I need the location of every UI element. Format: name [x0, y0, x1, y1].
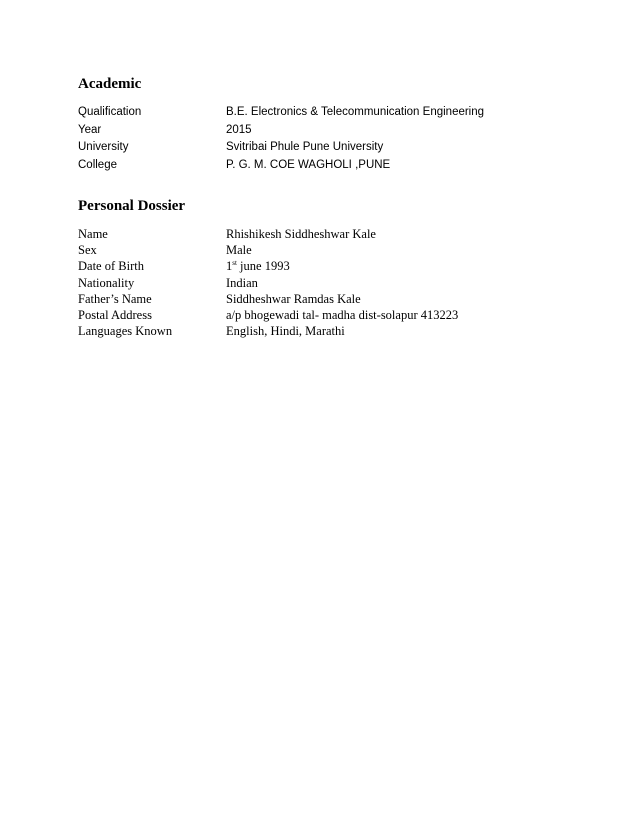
college-label: College — [78, 158, 117, 171]
languages-known-label: Languages Known — [78, 324, 173, 339]
sex-value: Male — [226, 243, 252, 258]
date-of-birth-day: 1 — [226, 259, 233, 274]
personal-row-languages-known — [78, 323, 558, 339]
personal-row-postal-address — [78, 307, 558, 323]
personal-row-sex — [78, 242, 558, 258]
postal-address-value: a/p bhogewadi tal- madha dist-solapur 413223 — [226, 307, 459, 322]
nationality-label: Nationality — [78, 275, 135, 290]
date-of-birth-month-year: june 1993 — [236, 259, 290, 274]
academic-heading: Academic — [78, 76, 142, 92]
date-of-birth-value — [226, 258, 290, 274]
personal-dossier-table — [78, 226, 558, 339]
name-label: Name — [78, 227, 108, 241]
personal-dossier-heading: Personal Dossier — [78, 198, 186, 214]
personal-row-fathers-name — [78, 291, 558, 307]
personal-row-date-of-birth — [78, 258, 558, 274]
academic-table — [78, 104, 558, 174]
academic-row-university — [78, 139, 558, 157]
academic-row-year — [78, 122, 558, 140]
postal-address-label: Postal Address — [78, 307, 152, 322]
date-of-birth-label: Date of Birth — [78, 259, 144, 274]
college-value: P. G. M. COE WAGHOLI ,PUNE — [226, 158, 391, 171]
sex-label: Sex — [78, 243, 97, 258]
year-value: 2015 — [226, 123, 252, 136]
university-value: Svitribai Phule Pune University — [226, 141, 384, 153]
name-value: Rhishikesh Siddheshwar Kale — [226, 227, 376, 241]
academic-row-qualification — [78, 104, 558, 122]
personal-row-name — [78, 226, 558, 242]
university-label: University — [78, 141, 129, 153]
fathers-name-label: Father’s Name — [78, 291, 152, 306]
nationality-value: Indian — [226, 275, 258, 290]
year-label: Year — [78, 123, 102, 136]
qualification-value: B.E. Electronics & Telecommunication Engineering — [226, 106, 485, 118]
qualification-label: Qualification — [78, 106, 142, 118]
languages-known-value: English, Hindi, Marathi — [226, 324, 345, 339]
date-of-birth-ordinal-suffix: st — [232, 259, 237, 268]
fathers-name-value: Siddheshwar Ramdas Kale — [226, 291, 361, 306]
academic-row-college — [78, 157, 558, 175]
personal-row-nationality — [78, 275, 558, 291]
